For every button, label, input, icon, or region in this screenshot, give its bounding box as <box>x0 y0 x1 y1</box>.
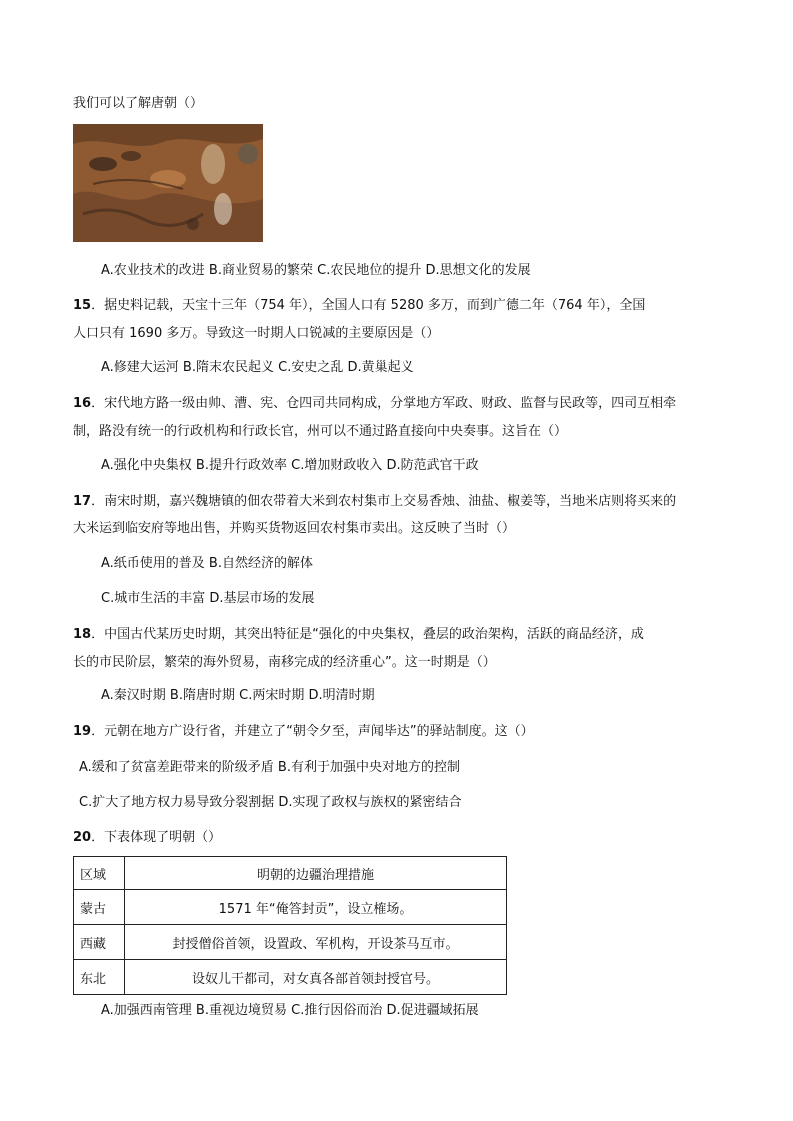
q15-text: ．据史料记载，天宝十三年（754 年），全国人口有 5280 多万，而到广德二年（764 年），全国 <box>91 298 646 313</box>
q20-text: ．下表体现了明朝（） <box>91 830 222 845</box>
table-row <box>74 890 507 925</box>
table-cell-region: 东北 <box>74 960 125 995</box>
q15-line1 <box>73 298 645 314</box>
q20-options: A.加强西南管理 B.重视边境贸易 C.推行因俗而治 D.促进疆域拓展 <box>101 1003 479 1018</box>
q20-line1 <box>73 830 221 846</box>
q17-options-1: A.纸币使用的普及 B.自然经济的解体 <box>101 556 313 571</box>
table-header-measure: 明朝的边疆治理措施 <box>125 857 507 890</box>
q16-options: A.强化中央集权 B.提升行政效率 C.增加财政收入 D.防范武官干政 <box>101 458 479 473</box>
table-row <box>74 925 507 960</box>
table-header-row <box>74 857 507 890</box>
q18-text: ．中国古代某历史时期，其突出特征是“强化的中央集权，叠层的政治架构，活跃的商品经济，成 <box>91 627 644 642</box>
q19-options-1: A.缓和了贫富差距带来的阶级矛盾 B.有利于加强中央对地方的控制 <box>79 760 460 775</box>
table-cell-region: 蒙古 <box>74 890 125 925</box>
q15-number: 15 <box>73 298 92 313</box>
q19-number: 19 <box>73 724 92 739</box>
q19-text: ．元朝在地方广设行省，并建立了“朝令夕至，声闻毕达”的驿站制度。这（） <box>91 724 534 739</box>
q19-options-2: C.扩大了地方权力易导致分裂割据 D.实现了政权与族权的紧密结合 <box>79 795 462 810</box>
q16-number: 16 <box>73 396 92 411</box>
frontier-governance-table <box>73 856 507 995</box>
q15-line2: 人口只有 1690 多万。导致这一时期人口锐减的主要原因是（） <box>73 326 440 341</box>
q16-text: ．宋代地方路一级由帅、漕、宪、仓四司共同构成，分掌地方军政、财政、监督与民政等，四司互相牵 <box>91 396 677 411</box>
q20-number: 20 <box>73 830 92 845</box>
q14-stem: 我们可以了解唐朝（） <box>73 96 204 111</box>
table-cell-measure: 设奴儿干都司，对女真各部首领封授官号。 <box>125 960 507 995</box>
tang-mural-image <box>73 124 263 242</box>
q16-line1 <box>73 396 676 412</box>
q17-line2: 大米运到临安府等地出售，并购买货物返回农村集市卖出。这反映了当时（） <box>73 521 516 536</box>
table-cell-region: 西藏 <box>74 925 125 960</box>
table-header-region: 区域 <box>74 857 125 890</box>
q18-line1 <box>73 627 644 643</box>
q14-options: A.农业技术的改进 B.商业贸易的繁荣 C.农民地位的提升 D.思想文化的发展 <box>101 263 531 278</box>
q15-options: A.修建大运河 B.隋末农民起义 C.安史之乱 D.黄巢起义 <box>101 360 414 375</box>
table-cell-measure: 封授僧俗首领，设置政、军机构，开设茶马互市。 <box>125 925 507 960</box>
q17-number: 17 <box>73 494 92 509</box>
q18-line2: 长的市民阶层，繁荣的海外贸易，南移完成的经济重心”。这一时期是（） <box>73 655 496 670</box>
q19-line1 <box>73 724 534 740</box>
q18-options: A.秦汉时期 B.隋唐时期 C.两宋时期 D.明清时期 <box>101 688 375 703</box>
q17-options-2: C.城市生活的丰富 D.基层市场的发展 <box>101 591 315 606</box>
q17-text: ．南宋时期，嘉兴魏塘镇的佃农带着大米到农村集市上交易香烛、油盐、椒姜等，当地米店则将买来的 <box>91 494 677 509</box>
q18-number: 18 <box>73 627 92 642</box>
q16-line2: 制，路没有统一的行政机构和行政长官，州可以不通过路直接向中央奏事。这旨在（） <box>73 424 568 439</box>
table-row <box>74 960 507 995</box>
q17-line1 <box>73 494 676 510</box>
table-cell-measure: 1571 年“俺答封贡”，设立榷场。 <box>125 890 507 925</box>
